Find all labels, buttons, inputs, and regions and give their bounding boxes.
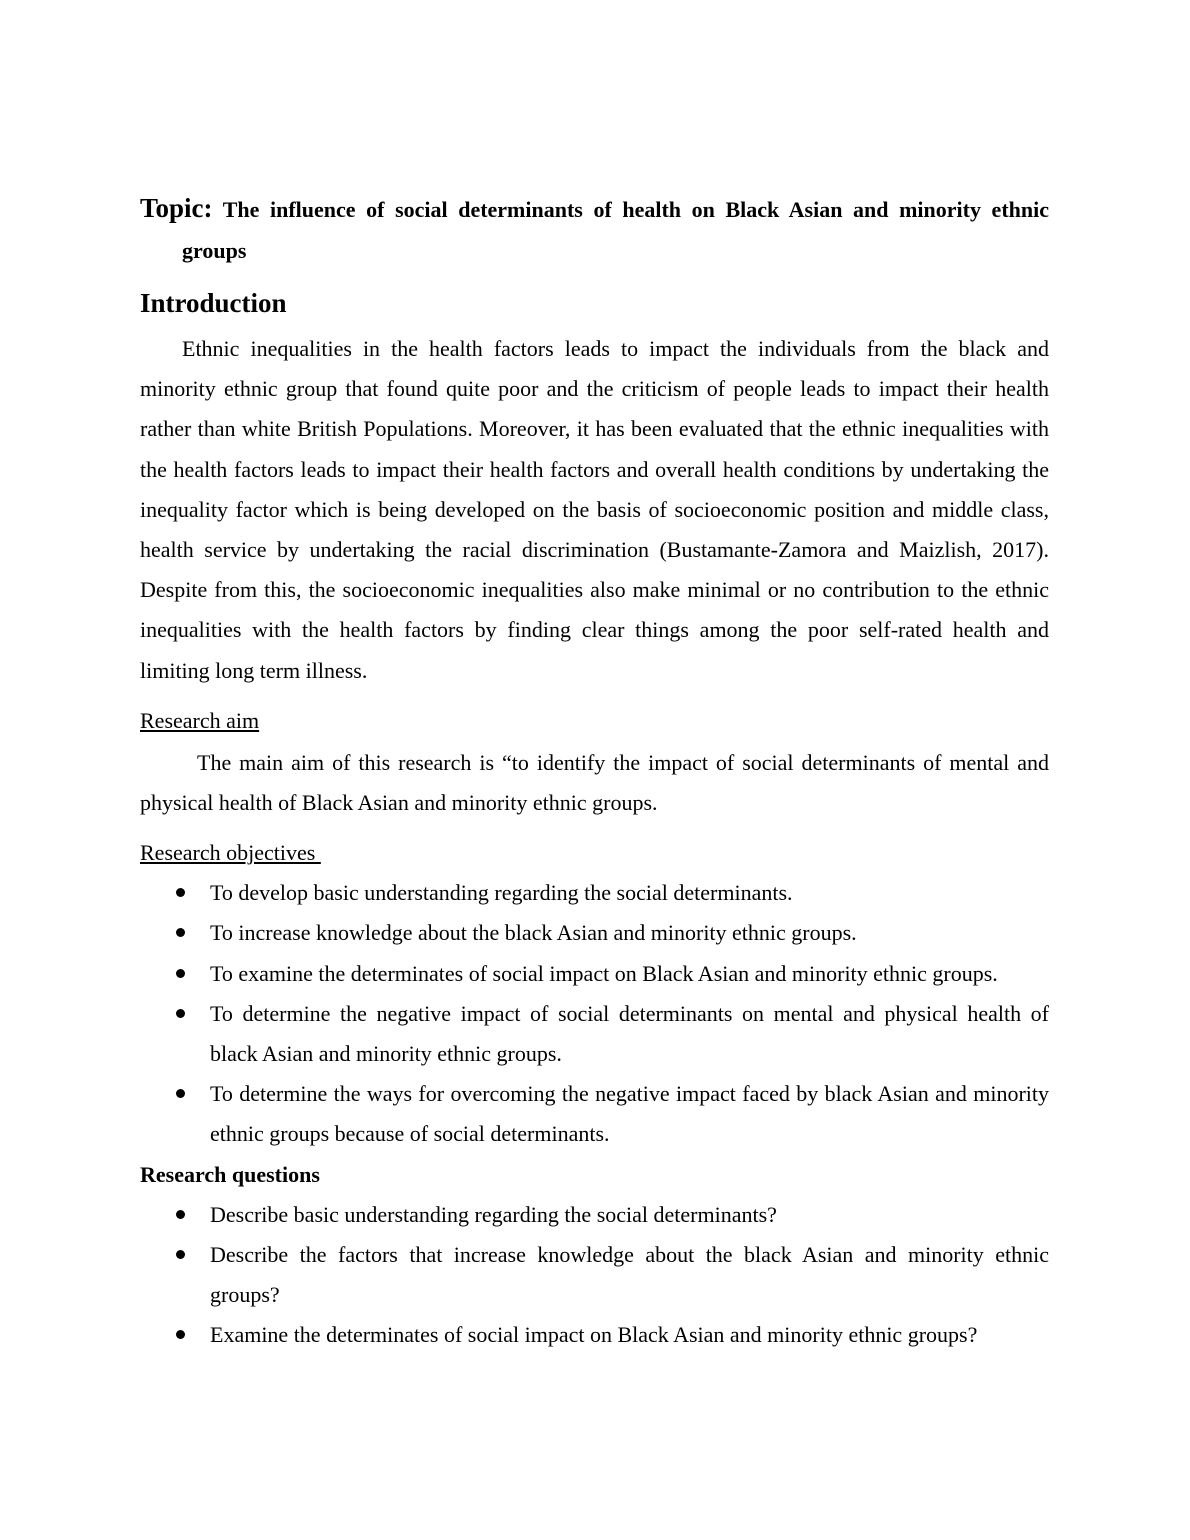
research-questions-heading: Research questions <box>140 1161 320 1187</box>
introduction-heading: Introduction <box>140 288 287 318</box>
list-item <box>140 1235 1049 1315</box>
list-item-text: To develop basic understanding regarding the social determinants. <box>210 880 793 906</box>
bullet-icon <box>176 1210 185 1219</box>
research-aim-paragraph: The main aim of this research is “to identify the impact of social determinants of mental and physical health of Black Asian and minority ethnic groups. <box>140 749 1049 816</box>
list-item <box>140 1074 1049 1154</box>
list-item <box>140 913 1049 953</box>
list-item <box>140 1195 1049 1235</box>
topic-label: Topic: <box>140 193 213 223</box>
bullet-icon <box>176 1330 185 1339</box>
document-page <box>140 188 1049 1355</box>
list-item-text: To increase knowledge about the black Asian and minority ethnic groups. <box>210 920 857 946</box>
introduction-paragraph: Ethnic inequalities in the health factors leads to impact the individuals from the black and minority ethnic group that found quite poor and the criticism of people leads to impact their health rather than white British Populations. Moreover, it has been evaluated that the ethnic inequalities with the health factors leads to impact their health factors and overall health conditions by undertaking the inequality factor which is being developed on the basis of socioeconomic position and middle class, health service by undertaking the racial discrimination (Bustamante-Zamora and Maizlish, 2017). Despite from this, the socioeconomic inequalities also make minimal or no contribution to the ethnic inequalities with the health factors by finding clear things among the poor self-rated health and limiting long term illness. <box>140 336 1049 683</box>
bullet-icon <box>176 1250 185 1259</box>
bullet-icon <box>176 1089 185 1098</box>
bullet-icon <box>176 928 185 937</box>
bullet-icon <box>176 888 185 897</box>
list-item-text: To determine the negative impact of social determinants on mental and physical health of black Asian and minority ethnic groups. <box>210 1000 1049 1067</box>
list-item <box>140 873 1049 913</box>
list-item-text: Describe basic understanding regarding the social determinants? <box>210 1201 777 1227</box>
topic-heading <box>140 188 1049 271</box>
topic-title: The influence of social determinants of health on Black Asian and minority ethnic groups <box>182 197 1049 263</box>
list-item-text: To examine the determinates of social impact on Black Asian and minority ethnic groups. <box>210 960 998 986</box>
research-objectives-list <box>140 873 1049 1154</box>
bullet-icon <box>176 969 185 978</box>
list-item <box>140 1315 1049 1355</box>
list-item-text: To determine the ways for overcoming the negative impact faced by black Asian and minority ethnic groups because of social determinants. <box>210 1081 1049 1147</box>
list-item <box>140 954 1049 994</box>
list-item <box>140 994 1049 1074</box>
bullet-icon <box>176 1009 185 1018</box>
list-item-text: Describe the factors that increase knowledge about the black Asian and minority ethnic groups? <box>210 1241 1049 1308</box>
list-item-text: Examine the determinates of social impact on Black Asian and minority ethnic groups? <box>210 1322 978 1348</box>
research-objectives-heading: Research objectives <box>140 840 321 866</box>
research-aim-heading: Research aim <box>140 707 260 733</box>
research-questions-list <box>140 1195 1049 1356</box>
